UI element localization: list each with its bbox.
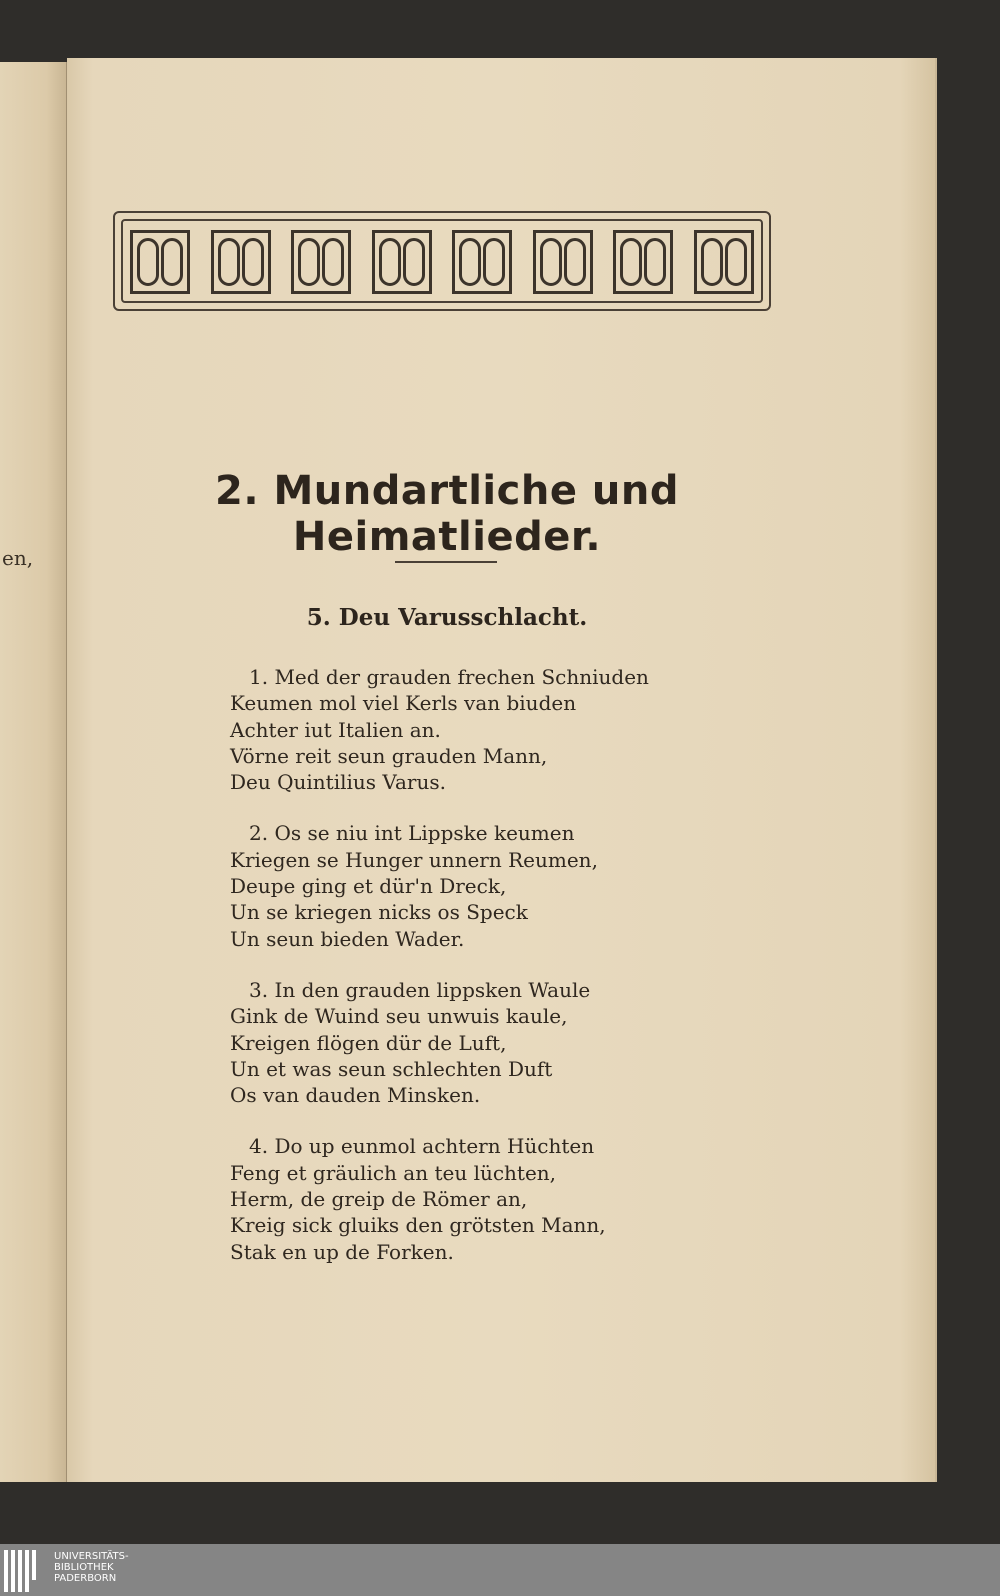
ornament-cell xyxy=(211,230,271,294)
section-heading: 2. Mundartliche und Heimatlieder. xyxy=(215,468,679,560)
decorative-ornament-border xyxy=(113,211,771,311)
song-title: 5. Deu Varusschlacht. xyxy=(306,604,588,631)
stanza xyxy=(230,664,790,795)
ornament-loop xyxy=(564,238,586,286)
left-page-fragment: en, xyxy=(2,546,34,570)
library-footer-bar xyxy=(0,1544,1000,1596)
poem-line: Deupe ging et dür'n Dreck, xyxy=(230,874,507,899)
ornament-loop xyxy=(322,238,344,286)
poem-line: Herm, de greip de Römer an, xyxy=(230,1187,528,1212)
ornament-loop xyxy=(161,238,183,286)
ornament-loop xyxy=(298,238,320,286)
library-logo-icon xyxy=(4,1550,46,1592)
poem-text xyxy=(230,664,790,1290)
poem-line: Achter iut Italien an. xyxy=(230,717,441,742)
ornament-cells xyxy=(130,230,754,294)
poem-line: Kriegen se Hunger unnern Reumen, xyxy=(230,847,598,872)
poem-line: Un se kriegen nicks os Speck xyxy=(230,900,528,925)
ornament-loop xyxy=(459,238,481,286)
ornament-loop xyxy=(483,238,505,286)
poem-line: 3. In den grauden lippsken Waule xyxy=(249,977,591,1002)
ornament-loop xyxy=(403,238,425,286)
ornament-loop xyxy=(242,238,264,286)
poem-line: Kreig sick gluiks den grötsten Mann, xyxy=(230,1213,606,1238)
poem-line: Feng et gräulich an teu lüchten, xyxy=(230,1160,557,1185)
ornament-cell xyxy=(694,230,754,294)
ornament-loop xyxy=(137,238,159,286)
poem-line: Keumen mol viel Kerls van biuden xyxy=(230,691,577,716)
logo-line: PADERBORN xyxy=(54,1573,117,1584)
ornament-loop xyxy=(379,238,401,286)
left-page-edge xyxy=(0,62,68,1482)
divider-rule xyxy=(395,561,497,563)
stanza xyxy=(230,820,790,951)
poem-line: Os van dauden Minsken. xyxy=(230,1083,481,1108)
ornament-cell xyxy=(130,230,190,294)
ornament-loop xyxy=(644,238,666,286)
ornament-loop xyxy=(701,238,723,286)
ornament-cell xyxy=(452,230,512,294)
poem-line: 4. Do up eunmol achtern Hüchten xyxy=(249,1134,595,1159)
poem-line: Un et was seun schlechten Duft xyxy=(230,1056,553,1081)
logo-line: UNIVERSITÄTS- xyxy=(54,1551,129,1562)
poem-line: Vörne reit seun grauden Mann, xyxy=(230,743,548,768)
ornament-cell xyxy=(533,230,593,294)
poem-line: Gink de Wuind seu unwuis kaule, xyxy=(230,1004,568,1029)
stanza xyxy=(230,977,790,1108)
ornament-cell xyxy=(291,230,351,294)
stanza xyxy=(230,1133,790,1264)
ornament-loop xyxy=(218,238,240,286)
poem-line: Deu Quintilius Varus. xyxy=(230,770,446,795)
logo-line: BIBLIOTHEK xyxy=(54,1562,114,1573)
ornament-cell xyxy=(372,230,432,294)
ornament-loop xyxy=(725,238,747,286)
book-page xyxy=(67,58,935,1482)
ornament-loop xyxy=(620,238,642,286)
poem-line: Kreigen flögen dür de Luft, xyxy=(230,1030,507,1055)
ornament-loop xyxy=(540,238,562,286)
poem-line: 1. Med der grauden frechen Schniuden xyxy=(249,665,649,689)
poem-line: Un seun bieden Wader. xyxy=(230,926,465,951)
poem-line: Stak en up de Forken. xyxy=(230,1239,454,1264)
poem-line: 2. Os se niu int Lippske keumen xyxy=(249,821,575,846)
library-logo-text xyxy=(54,1551,129,1584)
ornament-cell xyxy=(613,230,673,294)
